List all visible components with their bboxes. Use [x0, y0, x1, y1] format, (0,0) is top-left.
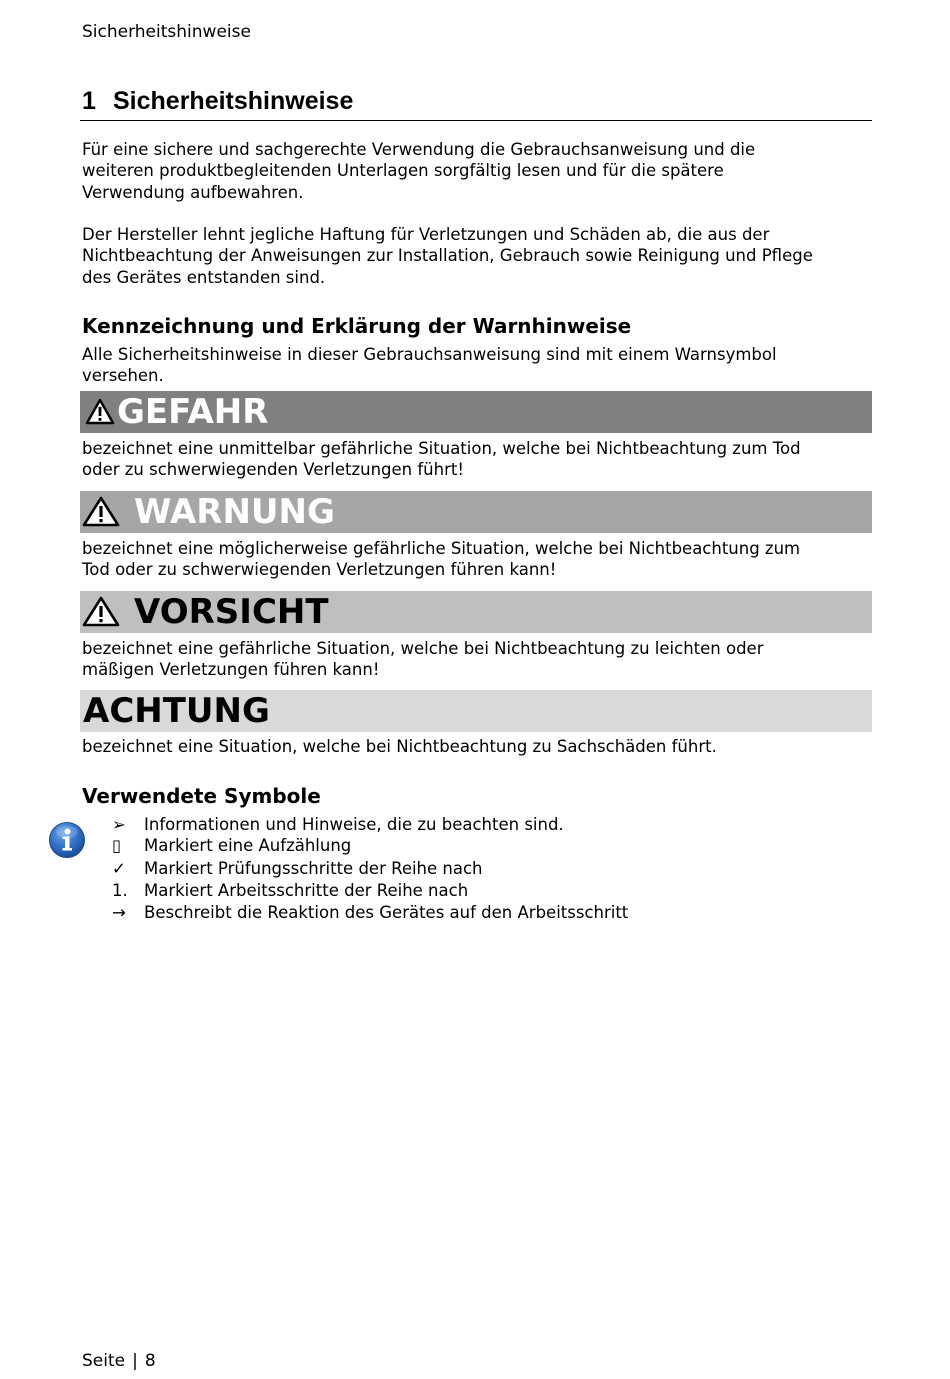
warning-triangle-icon: [82, 596, 120, 628]
text-line: bezeichnet eine unmittelbar gefährliche Situation, welche bei Nichtbeachtung zum Tod: [82, 439, 801, 458]
text-line: Für eine sichere und sachgerechte Verwendung die Gebrauchsanweisung und die: [82, 140, 756, 159]
checkmark-icon: ✓: [112, 859, 126, 878]
symbol-list-item: [112, 858, 872, 880]
signal-band-achtung: [80, 690, 872, 732]
page-footer: [82, 1351, 156, 1371]
signal-word-gefahr: GEFAHR: [117, 392, 269, 432]
text-line: des Gerätes entstanden sind.: [82, 267, 326, 287]
text-line: versehen.: [82, 366, 164, 386]
symbol-description: Markiert Arbeitsschritte der Reihe nach: [144, 881, 469, 900]
signal-description-vorsicht: [82, 638, 872, 681]
page-number: 8: [144, 1351, 156, 1371]
text-line: Alle Sicherheitshinweise in dieser Gebrauchsanweisung sind mit einem Warnsymbol: [82, 345, 777, 364]
footer-label: Seite: [82, 1351, 126, 1371]
info-icon: [48, 821, 86, 859]
intro-paragraph-1: [82, 139, 872, 203]
warnings-section-heading: Kennzeichnung und Erklärung der Warnhinweise: [82, 314, 632, 338]
signal-word-achtung: ACHTUNG: [83, 691, 270, 731]
signal-band-gefahr: [80, 391, 872, 433]
warning-triangle-icon: [82, 496, 120, 528]
text-line: Nichtbeachtung der Anweisungen zur Installation, Gebrauch sowie Reinigung und Pflege: [82, 246, 813, 266]
symbol-list-item: [112, 880, 872, 902]
text-line: weiteren produktbegleitenden Unterlagen sorgfältig lesen und für die spätere: [82, 161, 724, 181]
step-number-marker: 1.: [112, 881, 128, 900]
chapter-title-text: Sicherheitshinweise: [113, 87, 354, 115]
symbols-section-heading: Verwendete Symbole: [82, 784, 321, 808]
signal-word-vorsicht: VORSICHT: [134, 592, 329, 632]
text-line: oder zu schwerwiegenden Verletzungen führt!: [82, 460, 464, 480]
chapter-title-rule: [80, 120, 872, 121]
symbol-list-item: [112, 814, 872, 836]
signal-band-warnung: [80, 491, 872, 533]
arrowhead-bullet-icon: ➢: [112, 815, 126, 834]
symbol-description: Beschreibt die Reaktion des Gerätes auf den Arbeitsschritt: [144, 903, 629, 922]
text-line: bezeichnet eine gefährliche Situation, welche bei Nichtbeachtung zu leichten oder: [82, 639, 764, 658]
right-arrow-icon: →: [112, 903, 126, 922]
chapter-number: 1: [82, 87, 96, 115]
text-line: bezeichnet eine Situation, welche bei Nichtbeachtung zu Sachschäden führt.: [82, 737, 717, 756]
text-line: Tod oder zu schwerwiegenden Verletzungen führen kann!: [82, 560, 557, 580]
warnings-intro: [82, 344, 872, 387]
symbol-description: Markiert Prüfungsschritte der Reihe nach: [144, 859, 483, 878]
signal-description-warnung: [82, 538, 872, 581]
symbol-list-item: [112, 835, 872, 857]
symbol-description: Markiert eine Aufzählung: [144, 836, 352, 855]
signal-description-gefahr: [82, 438, 872, 481]
text-line: mäßigen Verletzungen führen kann!: [82, 660, 380, 680]
text-line: bezeichnet eine möglicherweise gefährliche Situation, welche bei Nichtbeachtung zum: [82, 539, 801, 558]
text-line: Verwendung aufbewahren.: [82, 182, 304, 202]
warning-triangle-icon: [85, 398, 115, 426]
signal-band-vorsicht: [80, 591, 872, 633]
symbol-list-item: [112, 902, 872, 924]
chapter-title: [82, 85, 872, 117]
intro-paragraph-2: [82, 224, 872, 288]
text-line: Der Hersteller lehnt jegliche Haftung für Verletzungen und Schäden ab, die aus der: [82, 225, 770, 244]
square-bullet-icon: ▯: [112, 836, 122, 855]
signal-word-warnung: WARNUNG: [134, 492, 335, 532]
footer-separator: |: [132, 1351, 138, 1371]
signal-description-achtung: [82, 736, 872, 757]
symbol-description: Informationen und Hinweise, die zu beachten sind.: [144, 815, 564, 834]
running-header: Sicherheitshinweise: [82, 22, 251, 42]
